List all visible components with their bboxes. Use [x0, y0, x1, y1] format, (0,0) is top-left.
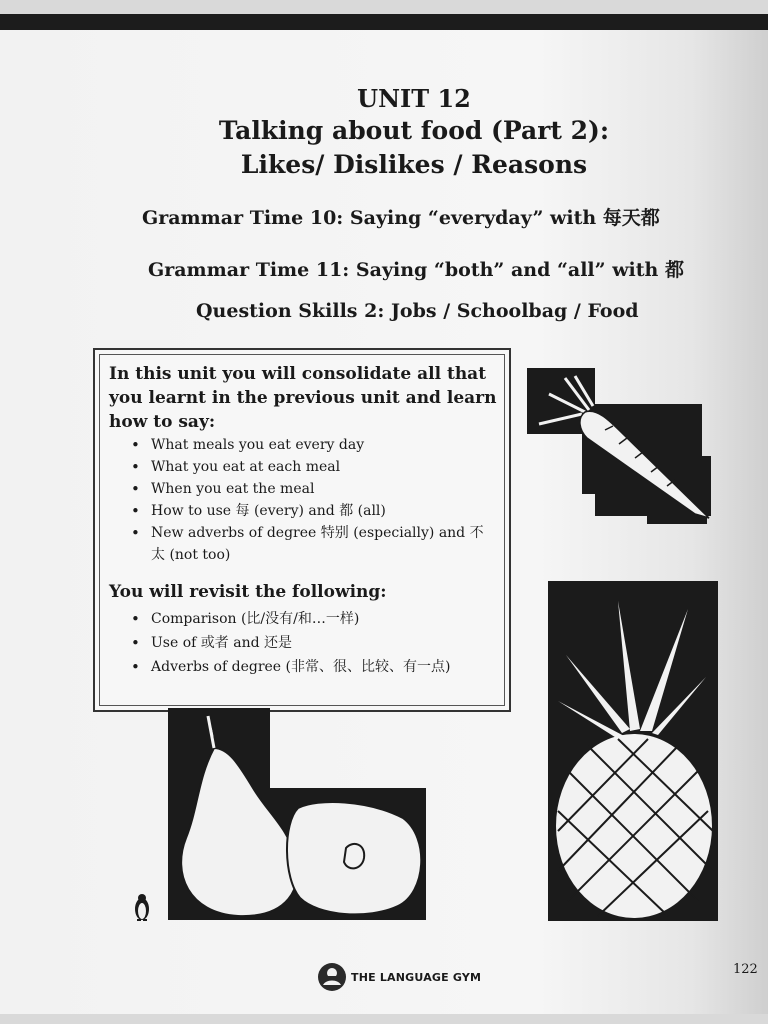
list-item: • Use of 或者 and 还是	[125, 631, 475, 655]
pineapple-illustration	[548, 581, 718, 921]
overview-intro: In this unit you will consolidate all that you learnt in the previous unit and learn how to say:	[109, 364, 497, 432]
learn-list	[125, 434, 495, 566]
list-item: • New adverbs of degree 特别 (especially) and 不太 (not too)	[125, 522, 495, 566]
page-number: 122	[733, 962, 758, 977]
book-page	[0, 14, 768, 1014]
list-item: • Adverbs of degree (非常、很、比较、有一点)	[125, 655, 475, 679]
grammar-time-10-heading: Grammar Time 10: Saying “everyday” with 每天都	[142, 207, 660, 229]
footer-brand: THE LANGUAGE GYM	[351, 971, 482, 984]
question-skills-heading: Question Skills 2: Jobs / Schoolbag / Food	[196, 300, 639, 322]
revisit-list	[125, 607, 475, 679]
list-item: • What meals you eat every day	[125, 434, 495, 456]
language-gym-logo-icon	[316, 961, 348, 993]
pear-illustration	[168, 708, 426, 920]
list-item: • When you eat the meal	[125, 478, 495, 500]
unit-overview-box	[93, 348, 511, 712]
list-item: • Comparison (比/没有/和…一样)	[125, 607, 475, 631]
revisit-heading: You will revisit the following:	[109, 582, 387, 602]
carrot-illustration	[527, 368, 717, 528]
penguin-icon	[131, 892, 153, 922]
unit-title-line1: Talking about food (Part 2):	[218, 116, 610, 145]
unit-title-line2: Likes/ Dislikes / Reasons	[240, 150, 588, 179]
list-item: • What you eat at each meal	[125, 456, 495, 478]
unit-number: UNIT 12	[357, 84, 471, 113]
page-top-edge	[0, 14, 768, 30]
grammar-time-11-heading: Grammar Time 11: Saying “both” and “all” with 都	[148, 259, 684, 281]
list-item: • How to use 每 (every) and 都 (all)	[125, 500, 495, 522]
